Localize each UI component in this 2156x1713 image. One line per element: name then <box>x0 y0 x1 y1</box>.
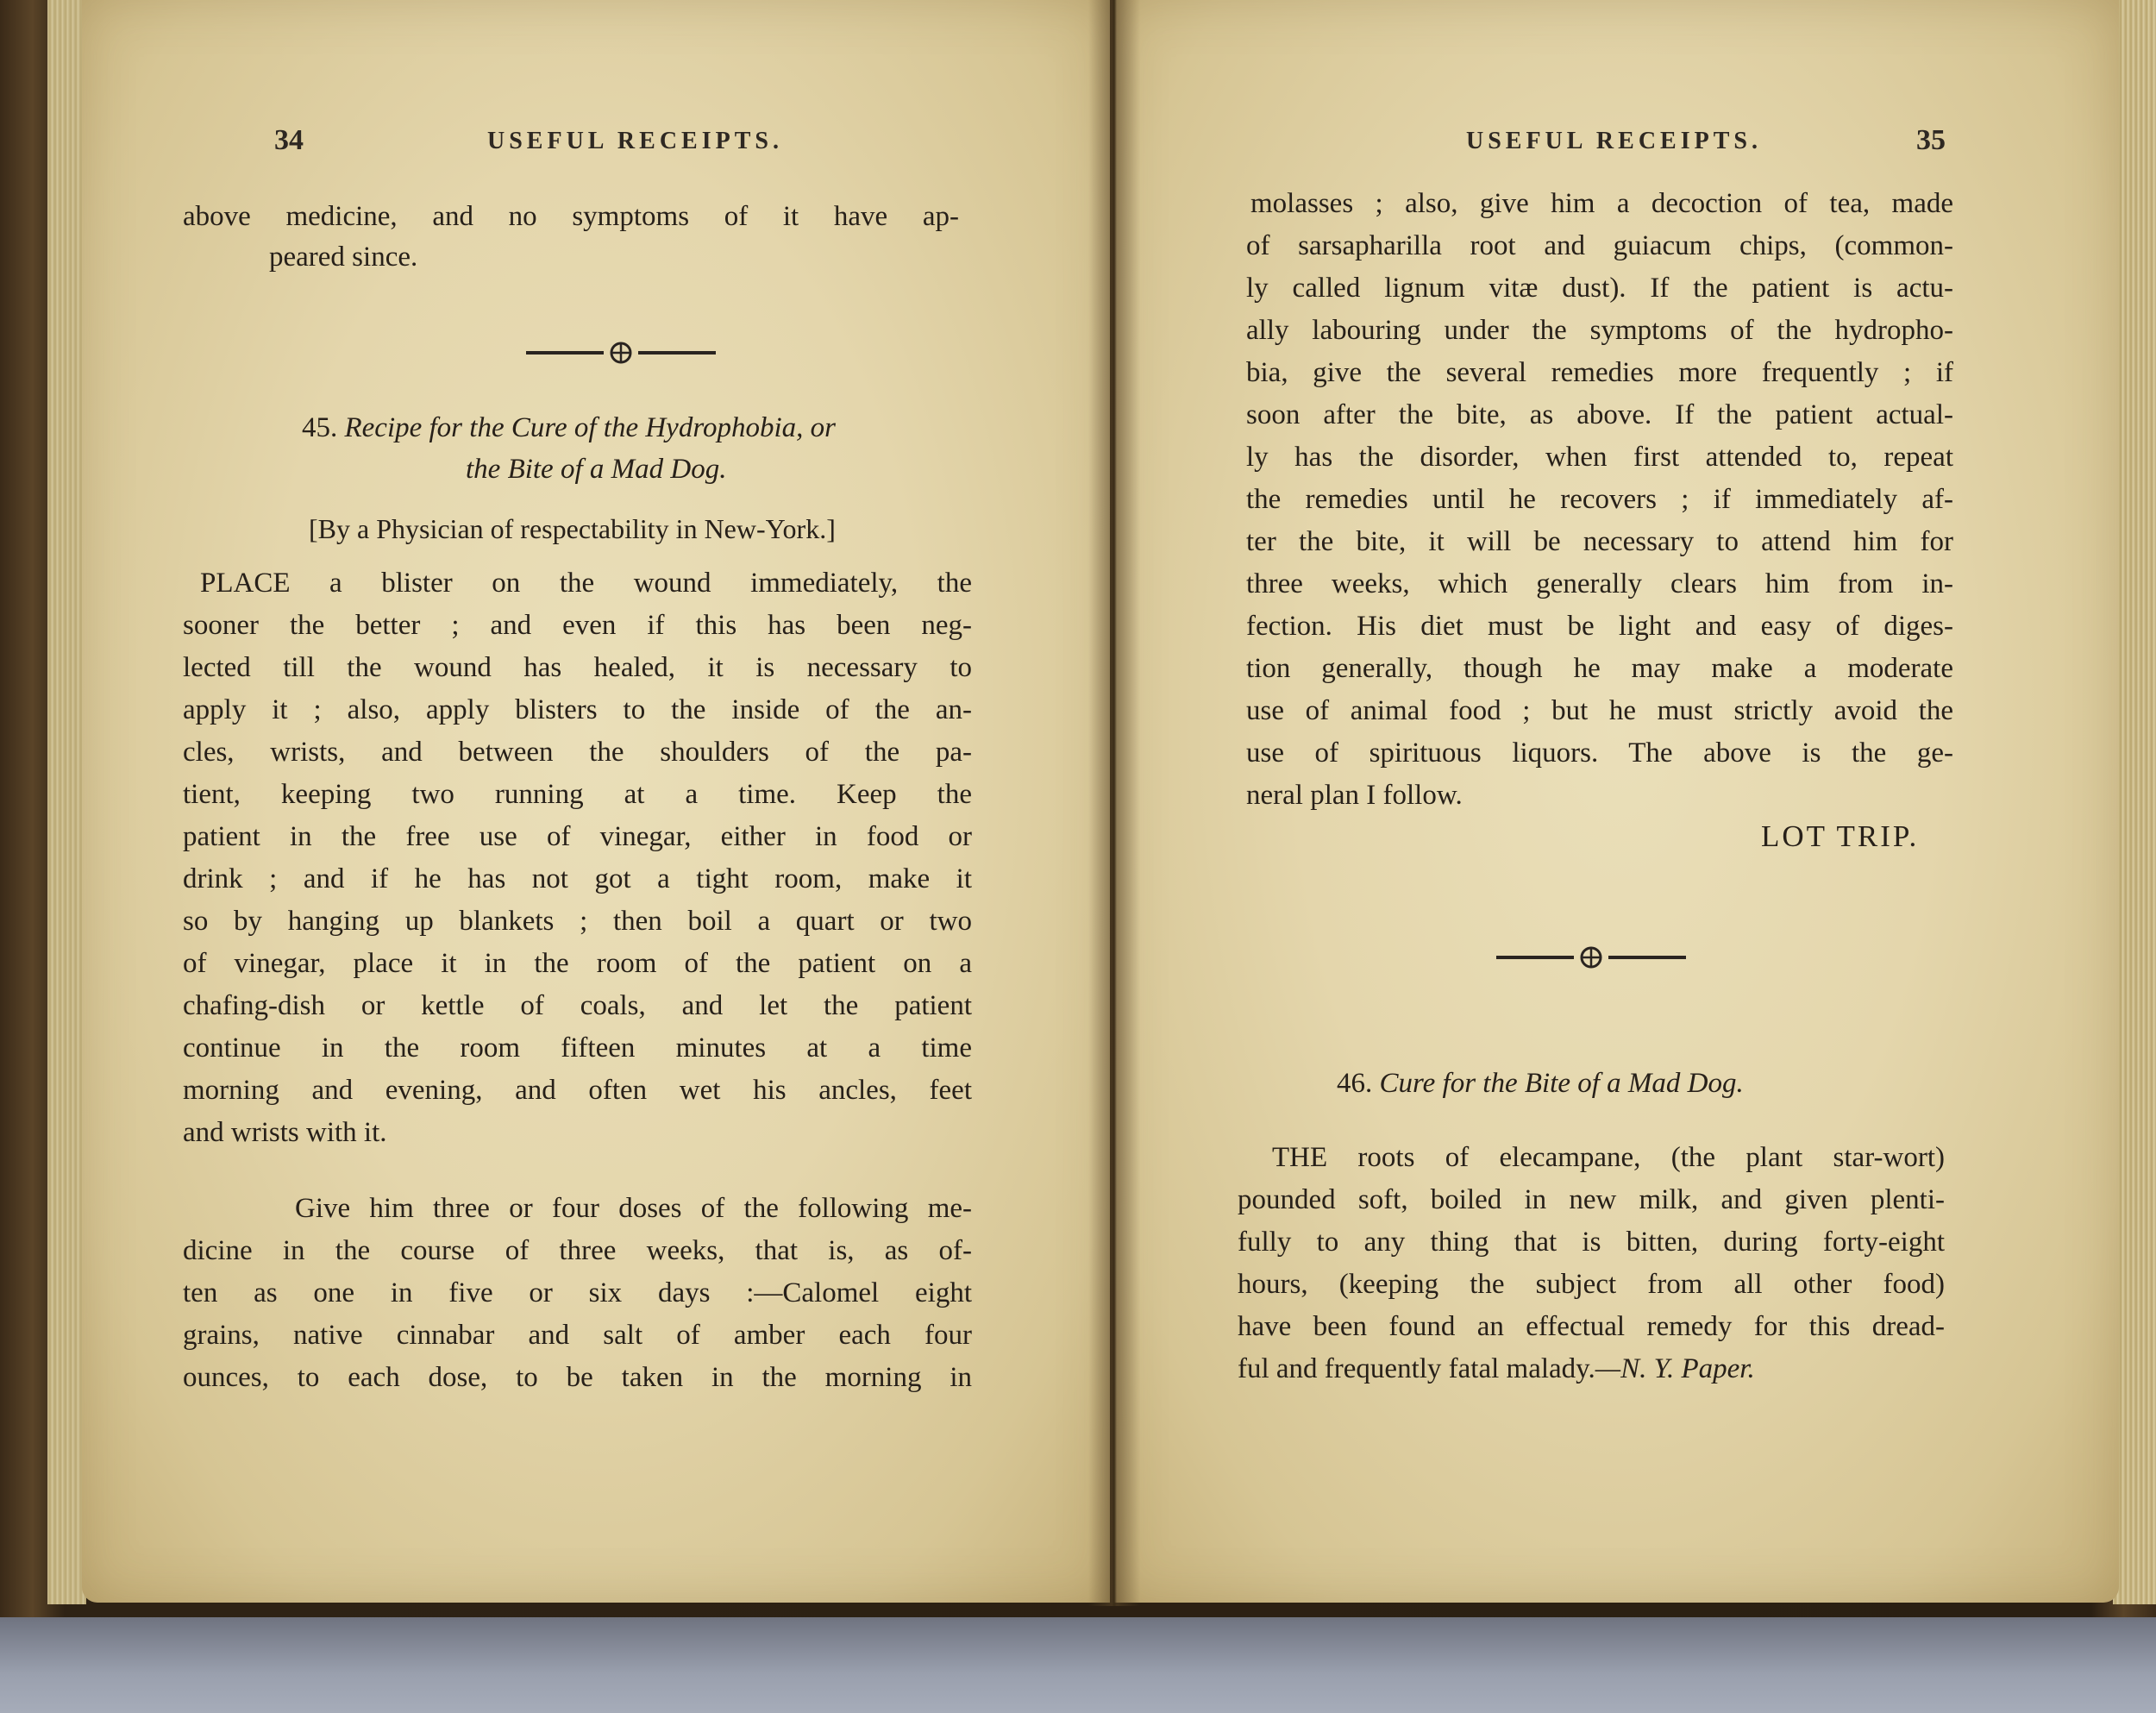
text-line: cles, wrists, and between the shoulders of the pa- <box>183 737 972 768</box>
text-line: of sarsapharilla root and guiacum chips, (common- <box>1246 230 1953 261</box>
text-line-content: ful and frequently fatal malady. <box>1238 1353 1595 1384</box>
recipe-46-title <box>1337 1068 1744 1100</box>
text-line: of vinegar, place it in the room of the patient on a <box>183 948 972 979</box>
recipe-45-title-line2: the Bite of a Mad Dog. <box>466 454 727 485</box>
text-line: use of spirituous liquors. The above is the ge- <box>1246 737 1953 769</box>
text-line: drink ; and if he has not got a tight room, make it <box>183 863 972 894</box>
text-line: pounded soft, boiled in new milk, and given plenti- <box>1238 1184 1945 1215</box>
book-gutter <box>1088 0 1140 1606</box>
right-running-head: USEFUL RECEIPTS. <box>1466 128 1762 154</box>
text-line: ly called lignum vitæ dust). If the patient is actu- <box>1246 273 1953 304</box>
text-line: above medicine, and no symptoms of it have ap- <box>183 201 959 232</box>
recipe-number: 46. <box>1337 1068 1373 1099</box>
text-line: tient, keeping two running at a time. Keep the <box>183 779 972 810</box>
right-page-number: 35 <box>1916 124 1946 156</box>
text-line: the remedies until he recovers ; if immediately af- <box>1246 484 1953 515</box>
text-line: dicine in the course of three weeks, that is, as of- <box>183 1235 972 1266</box>
text-line: Give him three or four doses of the following me- <box>295 1193 972 1224</box>
recipe-title-line: Recipe for the Cure of the Hydrophobia, or <box>344 412 836 443</box>
text-line: fully to any thing that is bitten, during forty-eight <box>1238 1227 1945 1258</box>
text-line: continue in the room fifteen minutes at a time <box>183 1032 972 1064</box>
text-line: neral plan I follow. <box>1246 780 1463 811</box>
text-line: PLACE a blister on the wound immediately, the <box>200 568 972 599</box>
text-line: grains, native cinnabar and salt of amber each four <box>183 1320 972 1351</box>
text-line: chafing-dish or kettle of coals, and let the patient <box>183 990 972 1021</box>
text-line: tion generally, though he may make a moderate <box>1246 653 1953 684</box>
text-line: so by hanging up blankets ; then boil a quart or two <box>183 906 972 937</box>
text-line: peared since. <box>269 242 418 273</box>
page-edges-right <box>2113 0 2156 1604</box>
text-line: have been found an effectual remedy for this dread- <box>1238 1311 1945 1342</box>
text-line: soon after the bite, as above. If the patient actual- <box>1246 399 1953 430</box>
text-line: fection. His diet must be light and easy of diges- <box>1246 611 1953 642</box>
recipe-attribution: [By a Physician of respectability in New-York.] <box>309 513 836 544</box>
text-line: patient in the free use of vinegar, either in food or <box>183 821 972 852</box>
text-line: ly has the disorder, when first attended to, repeat <box>1246 442 1953 473</box>
recipe-number: 45. <box>302 412 338 443</box>
text-line: hours, (keeping the subject from all other food) <box>1238 1269 1945 1300</box>
left-running-head: USEFUL RECEIPTS. <box>487 128 783 154</box>
text-line: ter the bite, it will be necessary to attend him for <box>1246 526 1953 557</box>
text-line: use of animal food ; but he must strictly avoid the <box>1246 695 1953 726</box>
text-line <box>1238 1355 1755 1384</box>
signature: LOT TRIP. <box>1761 819 1920 853</box>
text-line: molasses ; also, give him a decoction of tea, made <box>1250 188 1953 219</box>
text-line: ally labouring under the symptoms of the hydropho- <box>1246 315 1953 346</box>
text-line: three weeks, which generally clears him from in- <box>1246 568 1953 599</box>
text-line: apply it ; also, apply blisters to the inside of the an- <box>183 694 972 725</box>
text-line: ten as one in five or six days :—Calomel eight <box>183 1277 972 1308</box>
source-citation: —N. Y. Paper. <box>1595 1353 1755 1384</box>
text-line: ounces, to each dose, to be taken in the morning in <box>183 1362 972 1393</box>
text-line: THE roots of elecampane, (the plant star-wort) <box>1272 1142 1945 1173</box>
recipe-45-title <box>302 412 836 444</box>
ornament-divider <box>1492 943 1690 972</box>
text-line: morning and evening, and often wet his ancles, feet <box>183 1075 972 1106</box>
ornament-divider <box>522 338 720 367</box>
text-line: sooner the better ; and even if this has been neg- <box>183 610 972 641</box>
text-line: bia, give the several remedies more frequently ; if <box>1246 357 1953 388</box>
scan-background <box>0 1617 2156 1713</box>
left-page-number: 34 <box>274 124 304 156</box>
recipe-title-line: Cure for the Bite of a Mad Dog. <box>1379 1068 1744 1099</box>
page-edges-left <box>47 0 86 1604</box>
text-line: lected till the wound has healed, it is necessary to <box>183 652 972 683</box>
text-line: and wrists with it. <box>183 1117 387 1148</box>
